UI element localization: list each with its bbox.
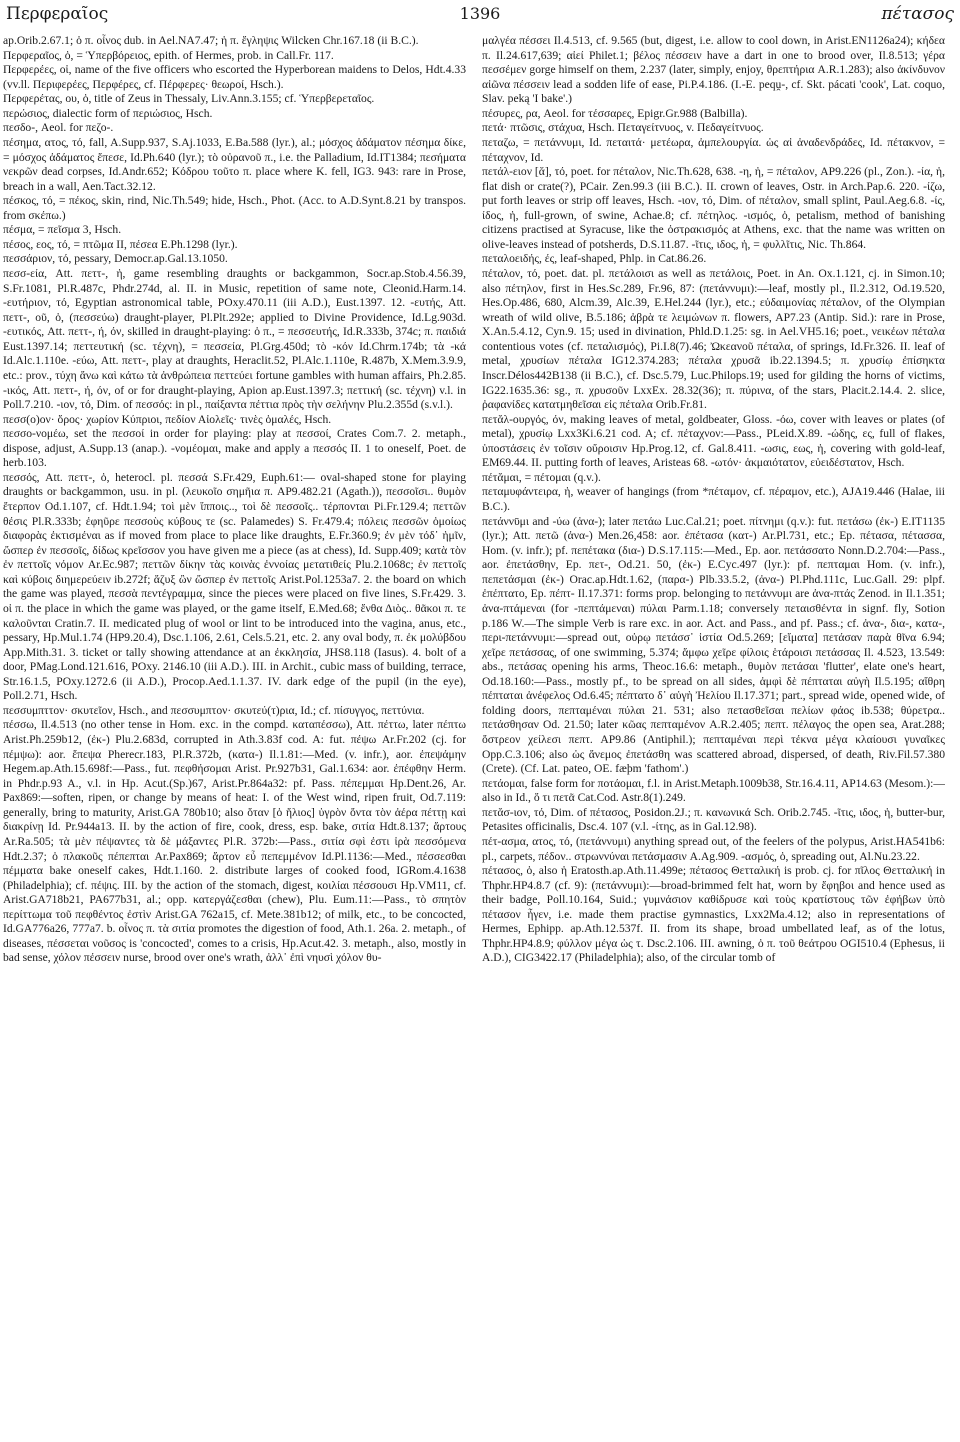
- dictionary-entry: πέτασος, ὁ, also ἡ Eratosth.ap.Ath.11.499e; πέτασος Θετταλική is prob. cj. for πῖλος Θετταλική in Thphr.HP4.8.7 (cf. 9): (πετάννυμι):—broad-brimmed felt hat, worn by ἔφηβοι and hence used as their badge, Poll.10.164, Suid.; γυμνάσιον καθίδρυσε καὶ τοὺς κρατίστους τῶν ἐφήβων ὑπὸ πέτασον ἦγεν, i.e. made them practise gymnastics, Lxx2Ma.4.12; also in representations of Hermes, Ephipp. ap.Ath.12.537f. II. from its shape, broad umbellated leaf, as of the lotus, Thphr.HP4.8.9; φύλλον μέγα ὡς τ. Dsc.2.106. III. awning, ὁ π. τοῦ θεάτρου OGI510.4 (Ephesus, ii A.D.), CIG3422.17 (Philadelphia); also, of the circular tomb of: [482, 864, 945, 965]
- right-column: [482, 34, 945, 1438]
- dictionary-entry: πέσσω, Il.4.513 (no other tense in Hom. exc. in the compd. καταπέσσω), Att. πέττω, later πέπτω Arist.Ph.259b12, (ἐκ-) Plu.2.683d, corrupted in Ath.3.83f cod. A: fut. πέψω Ar.Fr.202 (cj. for πέμψω): aor. ἔπεψα Pherecr.183, Pl.R.372b, (κατα-) Il.1.81:—Med. (v. infr.), aor. ἐπεψάμην Hegem.ap.Ath.15.698f:—Pass., fut. πεφθήσομαι Arist. Pr.927b31, Gal.1.634: aor. ἐπέφθην Herm. in Phdr.p.93 A., v.l. in Hp. Acut.(Sp.)67, Arist.Pr.864a32: pf. Pass. πέπεμμαι Hp.Dent.26, Ar. Pax869:—soften, ripen, or change by means of heat: I. of the West wind, ripen fruit, Od.7.119: generally, bring to maturity, Arist.GA 780b10; also ὅταν [ὁ ἥλιος] ὑγρὸν ὄντα τὸν ἀέρα πέττῃ καὶ διακρίνῃ Id. Pr.944a13. II. by the action of fire, cook, dress, esp. bake, σιτία Hdt.8.137; ἄρτους Ar.Ra.505; τὰ μὲν πέψαντες τὰ δὲ μάξαντες Pl.R. 372b:—Pass., σιτία σφὶ ἐστι ἱρὰ πεσσόμενα Hdt.2.37; ὁ πλακοῦς πέπεπται Ar.Pax869; ἄρτον εὖ πεπεμμένον Id.Pl.1136:—Med., πέσσεσθαι πέμματα bake oneself cakes, Hdt.1.160. 2. distribute larges of cooked food, IGRom.4.1638 (Philadelphia); cf. πέψις. III. by the action of the stomach, digest, κοιλίαι πέσσουσι Hp.VM11, cf. Arist.GA718b21, PA677b31, al.; opp. κατεργάζεσθαι (chew), Plu. Eum.11:—Pass., τὸ σπητὸν περίττωμα τοῦ πεφθέντος ἐστὶν Arist.GA 762a15, cf. Mete.381b12; of milk, etc., to be concocted, Id.GA776a26, 777a7. b. οἶνος π. τὰ σιτία promotes the digestion of food, Ath.1. 26a. 2. metaph., of diseases, πέσσεται νοῦσος is 'concocted', comes to a crisis, Hp.Acut.42. 3. metaph., also, mostly in bad sense, χόλον πέσσειν nurse, brood over one's wrath, ἀλλ᾽ ἐπὶ νηυσὶ χόλον θυ-: [3, 718, 466, 965]
- left-column: [3, 34, 466, 1438]
- dictionary-entry: πέσμα, = πεῖσμα 3, Hsch.: [3, 223, 122, 237]
- dictionary-entry: πεσσο-νομέω, set the πεσσοί in order for playing: play at πεσσοί, Crates Com.7. 2. metaph., dispose, adjust, A.Supp.13 (anap.). -νομέομαι, make and apply a πεσσός II. 1 to oneself, Poet. de herb.103.: [3, 427, 466, 470]
- dictionary-entry: πεταζω, = πετάννυμι, Id. πεταιτά· μετέωρα, ἀμπελουργία. ὡς αἱ ἀναδενδράδες, Id. πέτακνον, = πέταχνον, Id.: [482, 135, 945, 164]
- dictionary-entry: πεσσ-εία, Att. πεττ-, ἡ, game resembling draughts or backgammon, Socr.ap.Stob.4.56.39, S.Fr.1081, Pl.R.487c, Phdr.274d, al. II. in Music, repetition of same note, Cleonid.Harm.14. -ευτήριον, τό, Egyptian astronomical table, POxy.470.11 (iii A.D.), Eust.1397. 12. -ευτής, Att. πεττ-, οῦ, ὁ, (πεσσεύω) draught-player, Pl.Plt.292e; applied to Divine Providence, Id.Lg.903d. -ευτικός, Att. πεττ-, ή, όν, skilled in draught-playing: ὁ π., = πεσσευτής, Id.R.333b, 374c; π. παιδιά Eust.1397.14; πεττευτική (sc. τέχνη), = πεσσεία, Pl.Grg.450d; τὸ -κόν Id.Chrm.174b; τὰ -κά Id.Alc.1.110e. -εύω, Att. πεττ-, play at draughts, Heraclit.52, Pl.Alc.1.110e, R.487b, X.Mem.3.9.9, etc.: prov., τύχη ἄνω καὶ κάτω τὰ ἀνθρώπεια πεττεύει fortune gambles with human affairs, Ph.2.85. -ικός, Att. πεττ-, ή, όν, of or for draught-playing, Apion ap.Eust.1397.3; πεττική (sc. τέχνη) v.l. in Poll.7.210. -ιον, τό, Dim. of πεσσός: in pl., παίξαντα πέττια πρὸς τὴν σελήνην Plu.2.355d (s.v.l.).: [3, 267, 466, 412]
- dictionary-entry: μαλγέα πέσσει Il.4.513, cf. 9.565 (but, digest, i.e. allow to cool down, in Arist.EN1126a24); κήδεα π. Il.24.617,639; αἰεί Philet.1; βέλος πέσσειν have a dart in one to brood over, Il.8.513; γέρα πεσσέμεν gorge himself on them, 2.237 (later, simply, enjoy, θρεπτήρια A.R.1.283); also ἀκίνδυνον αἰῶνα πέσσειν lead a sodden life of ease, Pi.P.4.186. (I.-E. peqṷ-, cf. Skt. pácati 'cook', Lat. coquo, Slav. peką 'I bake'.): [482, 34, 945, 106]
- dictionary-entry: πεσσός, Att. πεττ-, ὁ, heterocl. pl. πεσσά S.Fr.429, Euph.61:— oval-shaped stone for playing draughts or backgammon, usu. in pl. (λευκοῖο σημῆια π. AP9.482.21 (Agath.)), πεσσοῖσι.. θυμὸν ἔτερπον Od.1.107, cf. Hdt.1.94; τοὶ μὲν ἵπποις.., τοὶ δὲ πεσσοῖς.. τέρπονται Pi.Fr.129.4; πεττῶν θέσις Pl.R.333b; ἐφηῦρε πεσσοὺς κύβους τε (sc. Palamedes) S. Fr.479.4; πόλεις πεσσῶν ὁμοίως διαφορὰς ἐκτισμέναι as if moved from place to place like draughts, E.Fr.360.9; ἐν μὲν τόδ᾽ ἡμῖν, ὥσπερ ἐν πεσσοῖς, δίδως κρεῖσσον you have given me a piece (as at chess), Id. Supp.409; κατὰ τὸν ἐν πεττοῖς νόμον Ar.Ec.987; πεττῶν δίκην τὰς κοινὰς ἐννοίας μετατιθείς Plu.2.1068c; ἐν πεττοῖς καὶ κύβοις διημερεύειν ib.272f; ἅζυξ ὢν ὥσπερ ἐν πεττοῖς Arist.Pol.1253a7. 2. the board on which the game was played, πεσσὰ πεντέγραμμα, since the pieces were placed on five lines, S.Fr.429. 3. οἱ π. the place in which the game was played, or the game itself, E.Med.68; ἔνθα Διὸς.. θᾶκοι π. τε καλοῦνται Cratin.7. II. medicated plug of wool or lint to be introduced into the vagina, anus, etc., pessary, Hp.Mul.1.74 (HP9.20.4), Dsc.1.106, 2.61, Cels.5.21, etc. 2. any oval body, π. ἐκ μολύβδου App.Mith.31. 3. ticket or tally showing attendance at an ἐκκλησία, JHS8.118 (Iasus). 4. bolt of a door, PMag.Lond.121.616, POxy. 2146.10 (iii A.D.). III. in Archit., cubic mass of building, terrace, Str.16.1.5, POxy.1272.6 (ii A.D.), Procop.Aed.1.1.37. IV. dark edge of the pupil (in the eye), Poll.2.71, Hsch.: [3, 470, 466, 703]
- dictionary-entry: πέταλον, τό, poet. dat. pl. πετάλοισι as well as πετάλοις, Poet. in An. Ox.1.121, cj. in Simon.10; also πέτηλον, first in Hes.Sc.289, Fr.96, 87: (πετάννυμι):—leaf, mostly pl., Il.2.312, Od.19.520, Hes.Op.486, 680, Alcm.39, Alc.39, E.Hel.244 (lyr.), etc.; εὐδαιμονίας πέταλον, of the Olympian wreath of wild olive, B.5.186; ἁβρὰ τε λειμώνων π. flowers, AP7.23 (Antip. Sid.): rare in Prose, X.An.5.4.12, Cyn.9. 15; used in divination, Phld.D.1.25: sg. in Ael.VH5.16; poet., νεικέων πέταλα contentious votes (cf. πεταλισμός), Pi.I.8(7).46; Ὠκεανοῦ πέταλα, of springs, Id.Fr.326. II. leaf of metal, χρυσίων πέταλα IG12.374.283; πέταλα χρυσᾶ ib.22.1394.5; π. χρυσίῳ ἐπίσηκτα Inscr.Délos442B138 (ii B.C.), cf. Dsc.5.79, Luc.Philops.19; used for gilding the horns of victims, IG22.1635.36: sg., π. χρυσοῦν LxxEx. 28.32(36); π. πύρινα, of the stars, Placit.2.14.4. 2. slice, ῥαφανίδες κατατμηθεῖσαι εἰς πέταλα Orib.Fr.81.: [482, 267, 945, 412]
- dictionary-entry: ap.Orib.2.67.1; ὁ π. οἶνος dub. in Ael.NA7.47; ἡ π. ἔγληψις Wilcken Chr.167.18 (ii B.C.).: [3, 34, 419, 47]
- dictionary-entry: πετάομαι, false form for ποτάομαι, f.l. in Arist.Metaph.1009b38, Str.16.4.11, AP14.63 (Mesom.):—also in Id., ὅ τι πετᾶ Cat.Cod. Astr.8(1).249.: [482, 776, 945, 805]
- dictionary-entry: πέσος, εος, τό, = πτῶμα II, πέσεα E.Ph.1298 (lyr.).: [3, 237, 238, 251]
- dictionary-entry: πεσσ(ο)ον· ὅρος· χωρίον Κύπριοι, πεδίον Αἰολεῖς· τινὲς ὁμαλές, Hsch.: [3, 412, 332, 426]
- dictionary-entry: πέσκος, τό, = πέκος, skin, rind, Nic.Th.549; hide, Hsch., Phot. (Acc. to A.D.Synt.8.21 by transpos. from σκέπω.): [3, 194, 466, 222]
- dictionary-entry: πέσυρες, ρα, Aeol. for τέσσαρες, Epigr.Gr.988 (Balbilla).: [482, 106, 748, 120]
- dictionary-entry: πέσημα, ατος, τό, fall, A.Supp.937, S.Aj.1033, E.Ba.588 (lyr.), al.; μόσχος ἀδάματον πέσημα δίκε, = μόσχος ἀδάματος ἔπεσε, Id.Ph.640 (lyr.); τὸ οὐρανοῦ π., i.e. the Palladium, Id.IT1384; πεσήματα νεκρῶν dead corpses, Id.Andr.652; Κόδρου τοῦτο π. place where K. fell, IG3. 943: rare in Prose, breach in a wall, Aen.Tact.32.12.: [3, 135, 466, 193]
- dictionary-entry: πετᾰσ-ιον, τό, Dim. of πέτασος, Posidon.2J.; π. κανωνικά Sch. Orib.2.745. -ῖτις, ιδος, ἡ, butter-bur, Petasites officinalis, Dsc.4. 107 (v.l. -ίτης, as in Gal.12.98).: [482, 805, 945, 834]
- right-headword: πέτασος: [881, 4, 954, 24]
- dictionary-entry: πεταμυφάντειρα, ἡ, weaver of hangings (from *πέταμον, cf. πέραμον, etc.), AJA19.446 (Halae, iii B.C.).: [482, 485, 945, 513]
- dictionary-entry: πεσδο-, Aeol. for πεζο-.: [3, 121, 114, 135]
- dictionary-entry: πέτᾰμαι, = πέτομαι (q.v.).: [482, 470, 601, 484]
- dictionary-entry: πετάλ-ειον [ᾰ], τό, poet. for πέταλον, Nic.Th.628, 638. -η, ἡ, = πέταλον, AP9.226 (pl., Zon.). -ία, ἡ, flat dish or crate(?), PCair. Zen.99.3 (iii B.C.). II. crown of leaves, Ostr. in Arch.Pap.6. 220. -ίζω, put forth leaves or strip off leaves, Hsch. -ιον, τό, Dim. of πέταλον, small splint, Paul.Aeg.6.8. -ίς, ίδος, ἡ, full-grown, of swine, Achae.8; cf. πέτηλος. -ισμός, ὁ, petalism, method of banishing citizens practised at Syracuse, like the ὀστρακισμός at Athens, exc. that the name was written on olive-leaves instead of potsherds, D.S.11.87. -ῖτις, ιδος, ἡ, = φυλλῖτις, Nic. Th.864.: [482, 165, 945, 251]
- dictionary-entry: Περφερέτας, ου, ὁ, title of Zeus in Thessaly, Liv.Ann.3.155; cf. Ὑπερβερεταῖος.: [3, 92, 375, 106]
- running-header: [6, 4, 954, 30]
- dictionary-entry: πεταλοειδής, ές, leaf-shaped, Phlp. in Cat.86.26.: [482, 252, 707, 266]
- dictionary-entry: πετά· πτῶσις, στάχυα, Hsch. Πεταγείτνυος, v. Πεδαγείτνυος.: [482, 121, 764, 135]
- left-headword: Περφεραῖος: [6, 4, 109, 24]
- dictionary-entry: πετᾰλ-ουργός, όν, making leaves of metal, goldbeater, Gloss. -όω, cover with leaves or plates (of metal), χρυσίῳ Lxx3Ki.6.21 cod. A; cf. πέταχνον:—Pass., PLeid.X.89. -ώδης, ες, full of flakes, ὑποστάσεις ἐν τοῖσιν οὔροισιν Hp.Prog.12, cf. Gal.8.411. -ωσις, εως, ἡ, covering with gold-leaf, EM69.44. II. putting forth of leaves, Aristeas 68. -ωτόν· ἀκμαιότατον, εὐειδέστατον, Hsch.: [482, 412, 945, 470]
- dictionary-entry: πεσσυμπττον· σκυτεῖον, Hsch., and πεσσυμπτον· σκυτεύ(τ)ρια, Id.; cf. πίσυγγος, πεττύνια.: [3, 703, 425, 717]
- dictionary-entry: περώσιος, dialectic form of περιώσιος, Hsch.: [3, 106, 213, 120]
- dictionary-entry: Περφερέες, οἱ, name of the five officers who escorted the Hyperborean maidens to Delos, Hdt.4.33 (vv.ll. Περιφερέες, Περφέρες, cf. Πέρφερες· θεωροί, Hsch.).: [3, 63, 466, 91]
- page-number: 1396: [459, 4, 501, 23]
- dictionary-entry: πέτ-ασμα, ατος, τό, (πετάννυμι) anything spread out, of the feelers of the polypus, Arist.HA541b6: pl., carpets, πέδον.. στρωννύναι πετάσμασιν A.Ag.909. -ασμός, ὁ, spreading out, Al.Nu.23.22.: [482, 834, 945, 863]
- dictionary-entry: Περφεραῖος, ὁ, = Ὑπερβόρειος, epith. of Hermes, prob. in Call.Fr. 117.: [3, 48, 334, 62]
- dictionary-entry: πεσσάριον, τό, pessary, Democr.ap.Gal.13.1050.: [3, 252, 228, 266]
- dictionary-entry: πετάννῡμι and -ύω (ἀνα-); later πετάω Luc.Cal.21; poet. πίτνημι (q.v.): fut. πετάσω (ἐκ-) E.IT1135 (lyr.); Att. πετῶ (ἀνα-) Men.26,458: aor. ἐπέτασα (κατ-) Ar.Pl.731, etc.; Ep. πέτασα, πέτασσα, Hom. (v. infr.); pf. πεπέτακα (δια-) D.S.17.115:—Med., Ep. aor. πετάσσατο Nonn.D.2.704:—Pass., aor. ἐπετάσθην, Ep. πετ-, Od.21. 50, (ἐκ-) E.Cyc.497 (lyr.): pf. πεπταμαι Hom. (v. infr.), πεπετάσμαι (ἐκ-) Orac.ap.Hdt.1.62, (παρα-) Plb.33.5.2, (ἀνα-) Pl.Phd.111c, Luc.Gall. 29: plpf. ἐπέπτατο, Ep. πέπτ- Il.17.371: forms prop. belonging to πετάννυμι are ἀνα-πτάς Zenod. in Il.1.351; ἀνα-πτάμεναι (for -πεπτάμεναι) πύλαι Parm.1.18; conversely πεταισθέντα in signf. fly, Sotion p.186 W.—The simple Verb is rare exc. in aor. Act. and Pass., and pf. Pass.; cf. ἀνα-, δια-, κατα-, περι-πετάννυμι:—spread out, οὐρῳ πετάσσ᾽ ἱστία Od.5.269; [εἵματα] πετάσαν παρὰ θῖνα 6.94; χεῖρε πετάσσας, of one swimming, 5.374; ἄμφω χεῖρε φίλοις ἑτάροισι πετάσσας Il. 4.523, 13.549: abs., πετάσας opening his arms, Theoc.16.6: metaph., θυμὸν πετάσαι 'flutter', elate one's heart, Od.18.160:—Pass., mostly pf., to be spread on all sides, ἀμφὶ δὲ πέπταται αὐγὴ Il.5.195; αἴθρη πέπταται ἀνέφελος Od.6.45; πέπτατο δ᾽ αὐγὴ Ἠελίου Il.17.371; part., spread wide, opened wide, of folding doors, πεπταμέναι πύλαι 21. 531; also πετασθεῖσαι πελίων φάος ib.538; θύρετρα.. πετάσθησαν Od. 21.50; later κῶας πεπταμένον A.R.2.405; πεπτ. πέλαγος the open sea, Arat.288; ὄστρεον χείλεσι πεπτ. AP9.86 (Antiphil.); πεπταμέναι περὶ τέκνα μέγα κλαίουσι γυναῖκες Opp.C.3.106; also ὡς ἄνεμος ἐπετάσθη was scattered abroad, dispersed, of death, Riv.Fil.57.380 (Crete). (Cf. Lat. pateo, OE. fæþm 'fathom'.): [482, 514, 945, 776]
